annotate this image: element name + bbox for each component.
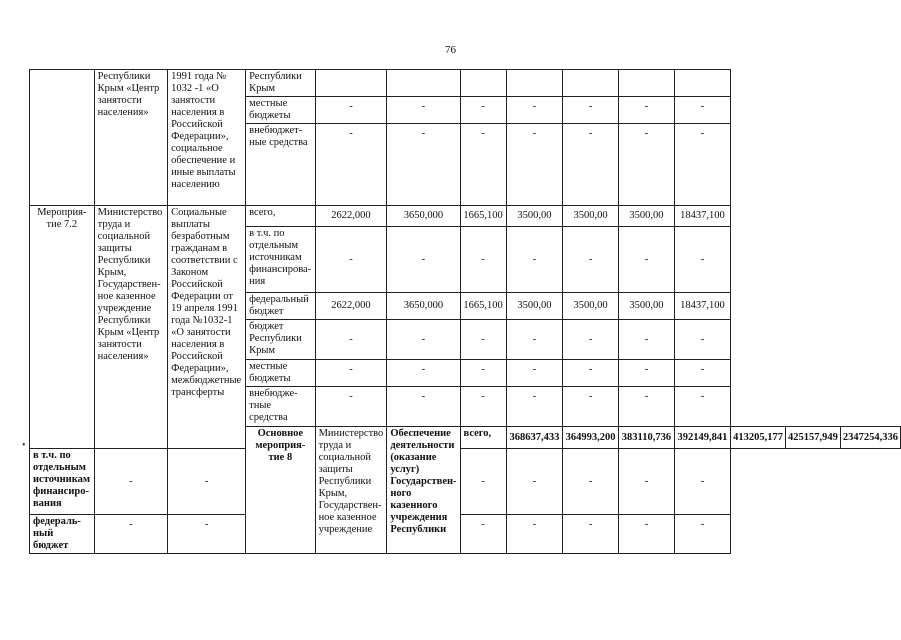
value-cell: 2347254,336	[840, 427, 900, 449]
value-cell: -	[506, 449, 563, 515]
value-cell: -	[460, 515, 506, 554]
value-cell: -	[387, 387, 460, 427]
value-cell: -	[563, 124, 619, 206]
value-cell: -	[674, 360, 730, 387]
value-cell: -	[94, 515, 167, 554]
value-cell: -	[563, 515, 619, 554]
value-cell: -	[387, 124, 460, 206]
value-cell: -	[387, 227, 460, 293]
value-cell: -	[460, 124, 506, 206]
value-cell: -	[619, 320, 675, 360]
value-cell: -	[506, 320, 563, 360]
text-cell: Республики Крым	[246, 70, 315, 97]
table-row	[30, 449, 901, 515]
value-cell	[506, 70, 563, 97]
value-cell: -	[563, 320, 619, 360]
value-cell: -	[619, 387, 675, 427]
text-cell: местные бюджеты	[246, 97, 315, 124]
text-cell: федеральный бюджет	[246, 293, 315, 320]
value-cell: 3500,00	[619, 293, 675, 320]
value-cell: -	[563, 360, 619, 387]
value-cell: -	[674, 449, 730, 515]
value-cell: 3500,00	[506, 293, 563, 320]
table-body	[30, 70, 901, 554]
value-cell: -	[315, 227, 387, 293]
value-cell: -	[315, 124, 387, 206]
value-cell: 3500,00	[619, 206, 675, 227]
value-cell: -	[506, 124, 563, 206]
value-cell: -	[460, 97, 506, 124]
value-cell: 3500,00	[506, 206, 563, 227]
text-cell: 1991 года № 1032 -1 «О занятости населения в Российской Федерации», социальное обеспечение и иные выплаты населению	[168, 70, 246, 206]
value-cell: 2622,000	[315, 293, 387, 320]
value-cell: -	[168, 449, 246, 515]
value-cell: 364993,200	[563, 427, 619, 449]
table-row	[30, 206, 901, 227]
value-cell: -	[506, 97, 563, 124]
text-cell: Министерство труда и социальной защиты Республики Крым, Государствен-ное казенное учреждение Республики Крым «Центр занятости населения»	[94, 206, 167, 449]
value-cell: -	[460, 449, 506, 515]
value-cell: -	[674, 124, 730, 206]
value-cell: -	[315, 97, 387, 124]
margin-mark: •	[22, 440, 26, 451]
value-cell: -	[460, 360, 506, 387]
text-cell: внебюджет-ные средства	[246, 124, 315, 206]
value-cell: 392149,841	[674, 427, 730, 449]
text-cell: федераль-ный бюджет	[30, 515, 95, 554]
value-cell	[674, 70, 730, 97]
text-cell: бюджет Республики Крым	[246, 320, 315, 360]
text-cell	[30, 70, 95, 206]
value-cell	[619, 70, 675, 97]
text-cell: всего,	[246, 206, 315, 227]
value-cell: -	[94, 449, 167, 515]
value-cell: 1665,100	[460, 206, 506, 227]
table-row	[30, 515, 901, 554]
value-cell: 3650,000	[387, 206, 460, 227]
value-cell: -	[460, 387, 506, 427]
value-cell: -	[674, 97, 730, 124]
value-cell: -	[563, 449, 619, 515]
text-cell: Мероприя-тие 7.2	[30, 206, 95, 449]
value-cell: -	[315, 320, 387, 360]
value-cell	[460, 70, 506, 97]
value-cell: -	[460, 320, 506, 360]
value-cell	[387, 70, 460, 97]
value-cell: -	[563, 227, 619, 293]
value-cell: -	[619, 515, 675, 554]
value-cell: -	[506, 387, 563, 427]
value-cell: -	[619, 360, 675, 387]
value-cell: -	[619, 97, 675, 124]
value-cell: -	[674, 515, 730, 554]
text-cell: внебюдже-тные средства	[246, 387, 315, 427]
value-cell: -	[315, 360, 387, 387]
text-cell: местные бюджеты	[246, 360, 315, 387]
value-cell: 1665,100	[460, 293, 506, 320]
value-cell: -	[563, 97, 619, 124]
value-cell: 2622,000	[315, 206, 387, 227]
value-cell: -	[387, 320, 460, 360]
text-cell: Республики Крым «Центр занятости населения»	[94, 70, 167, 206]
page-number: 76	[445, 44, 456, 56]
value-cell: 368637,433	[506, 427, 563, 449]
value-cell: 413205,177	[731, 427, 786, 449]
text-cell: всего,	[460, 427, 506, 449]
value-cell: -	[619, 227, 675, 293]
value-cell: -	[506, 515, 563, 554]
text-cell: Обеспечение деятельности (оказание услуг) Государствен-ного казенного учреждения Республики	[387, 427, 460, 554]
value-cell: 425157,949	[786, 427, 841, 449]
text-cell: Основное мероприя-тие 8	[246, 427, 315, 554]
table-row	[30, 70, 901, 97]
value-cell: 3500,00	[563, 293, 619, 320]
value-cell: -	[674, 227, 730, 293]
value-cell: 18437,100	[674, 293, 730, 320]
value-cell: 18437,100	[674, 206, 730, 227]
value-cell	[315, 70, 387, 97]
text-cell: в т.ч. по отдельным источникам финансирова-ния	[246, 227, 315, 293]
budget-table	[29, 69, 901, 554]
text-cell: Министерство труда и социальной защиты Республики Крым, Государствен-ное казенное учреждение	[315, 427, 387, 554]
value-cell: -	[619, 124, 675, 206]
text-cell: Социальные выплаты безработным гражданам в соответствии с Законом Российской Федерации от 19 апреля 1991 года №1032-1 «О занятости населения в Российской Федерации», межбюджетные трансферты	[168, 206, 246, 449]
value-cell: -	[315, 387, 387, 427]
value-cell: -	[168, 515, 246, 554]
value-cell: -	[674, 387, 730, 427]
value-cell: 383110,736	[619, 427, 675, 449]
value-cell: -	[674, 320, 730, 360]
text-cell: в т.ч. по отдельным источникам финансиро-вания	[30, 449, 95, 515]
value-cell: 3650,000	[387, 293, 460, 320]
value-cell: -	[619, 449, 675, 515]
value-cell: -	[563, 387, 619, 427]
value-cell	[563, 70, 619, 97]
value-cell: -	[460, 227, 506, 293]
value-cell: -	[506, 360, 563, 387]
value-cell: -	[506, 227, 563, 293]
value-cell: 3500,00	[563, 206, 619, 227]
value-cell: -	[387, 360, 460, 387]
value-cell: -	[387, 97, 460, 124]
